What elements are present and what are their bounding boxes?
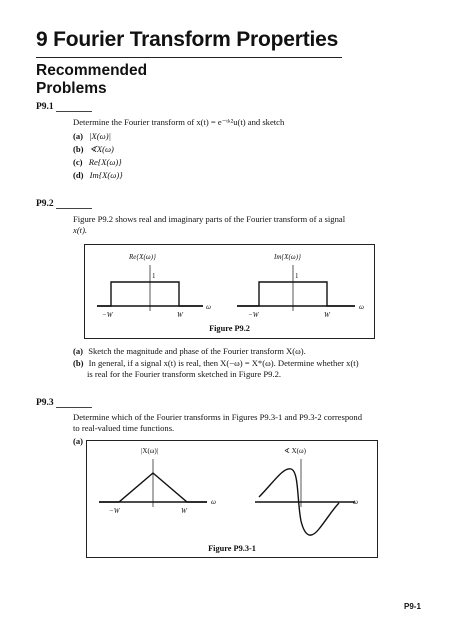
p9-2-item-a <box>73 346 393 357</box>
p9-2-item-b-line-2: is real for the Fourier transform sketched in Figure P9.2. <box>87 369 282 379</box>
problem-statement-p9-1: Determine the Fourier transform of x(t) = e⁻ᵗᵏ²u(t) and sketch <box>73 117 285 127</box>
p9-1-item-c-label: (c) <box>73 157 83 167</box>
problem-rule-p9-1 <box>56 111 92 112</box>
figure-p9-3-1-caption: Figure P9.3-1 <box>208 544 256 553</box>
problem-id-p9-1: P9.1 <box>36 102 54 112</box>
mag-label: |X(ω)| <box>141 447 159 455</box>
re-neg-w: −W <box>102 311 113 319</box>
problem-statement-p9-2 <box>73 214 383 236</box>
p9-1-item-a <box>73 131 111 142</box>
section-title-line-2: Problems <box>36 80 107 97</box>
p9-3-part-a-label: (a) <box>73 436 84 446</box>
problem-rule-p9-2 <box>56 208 92 209</box>
p9-2-item-b-line-1: In general, if a signal x(t) is real, then X(−ω) = X*(ω). Determine whether x(t) <box>88 358 359 368</box>
p9-1-item-c-text: Re{X(ω)} <box>88 157 122 167</box>
re-omega: ω <box>206 303 211 311</box>
p9-2-item-b-label: (b) <box>73 358 84 368</box>
phase-omega: ω <box>353 498 358 506</box>
p9-1-item-d-label: (d) <box>73 170 84 180</box>
p9-1-item-a-text: |X(ω)| <box>89 131 111 141</box>
p9-2-statement-line-1: Figure P9.2 shows real and imaginary parts of the Fourier transform of a signal <box>73 214 346 224</box>
p9-3-statement-line-1: Determine which of the Fourier transforms in Figures P9.3-1 and P9.3-2 correspond <box>73 412 363 422</box>
re-tick-one: 1 <box>152 272 156 280</box>
im-pos-w: W <box>324 311 330 319</box>
p9-1-item-b-label: (b) <box>73 144 84 154</box>
page-number: P9-1 <box>404 602 421 611</box>
p9-3-statement-line-2: to real-valued time functions. <box>73 423 175 433</box>
im-neg-w: −W <box>248 311 259 319</box>
mag-omega: ω <box>211 498 216 506</box>
im-rect-pulse <box>237 282 355 306</box>
p9-1-item-c <box>73 157 122 168</box>
mag-neg-w: −W <box>109 507 120 515</box>
chapter-title-rule <box>36 57 342 58</box>
phase-label: ∢ X(ω) <box>284 447 306 455</box>
p9-2-item-a-text: Sketch the magnitude and phase of the Fourier transform X(ω). <box>88 346 306 356</box>
chapter-title: 9 Fourier Transform Properties <box>36 28 339 51</box>
figure-p9-2-caption: Figure P9.2 <box>209 324 250 333</box>
p9-2-item-a-label: (a) <box>73 346 84 356</box>
section-title-line-1: Recommended <box>36 62 148 79</box>
problem-statement-p9-3 <box>73 412 393 434</box>
re-pos-w: W <box>177 311 183 319</box>
figure-p9-2 <box>84 244 375 339</box>
p9-1-item-a-label: (a) <box>73 131 84 141</box>
mag-pos-w: W <box>181 507 187 515</box>
im-label: Im{X(ω)} <box>274 253 301 261</box>
section-title <box>36 62 147 98</box>
p9-2-item-b <box>73 358 393 369</box>
p9-1-item-d <box>73 170 123 181</box>
p9-1-item-b <box>73 144 114 155</box>
problem-id-p9-2: P9.2 <box>36 199 54 209</box>
figure-p9-3-1 <box>86 440 378 558</box>
p9-1-item-b-text: ∢X(ω) <box>89 144 114 154</box>
p9-1-item-d-text: Im{X(ω)} <box>89 170 123 180</box>
p9-2-statement-line-2: x(t). <box>73 225 88 235</box>
im-tick-one: 1 <box>295 272 299 280</box>
problem-rule-p9-3 <box>56 407 92 408</box>
im-omega: ω <box>359 303 364 311</box>
re-label: Re{X(ω)} <box>129 253 156 261</box>
figure-p9-3-1-plot <box>87 441 377 557</box>
problem-id-p9-3: P9.3 <box>36 398 54 408</box>
